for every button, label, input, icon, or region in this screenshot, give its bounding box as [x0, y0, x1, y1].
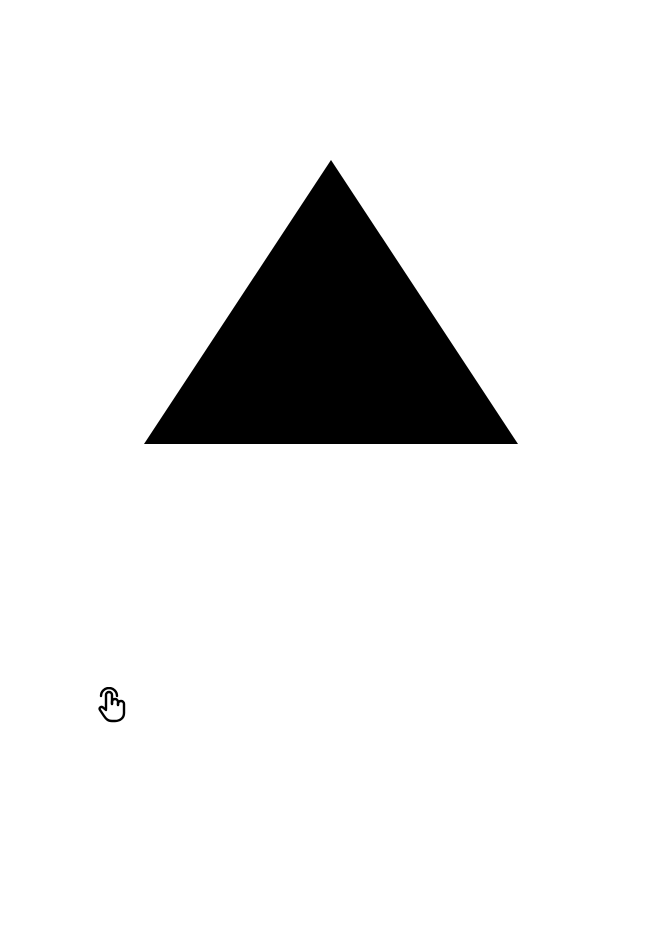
pyramid-shape	[144, 160, 518, 444]
content-pyramid-figure	[144, 160, 518, 444]
running-header	[96, 78, 126, 94]
pointing-hand-icon	[96, 687, 130, 723]
section-heading	[96, 687, 134, 723]
